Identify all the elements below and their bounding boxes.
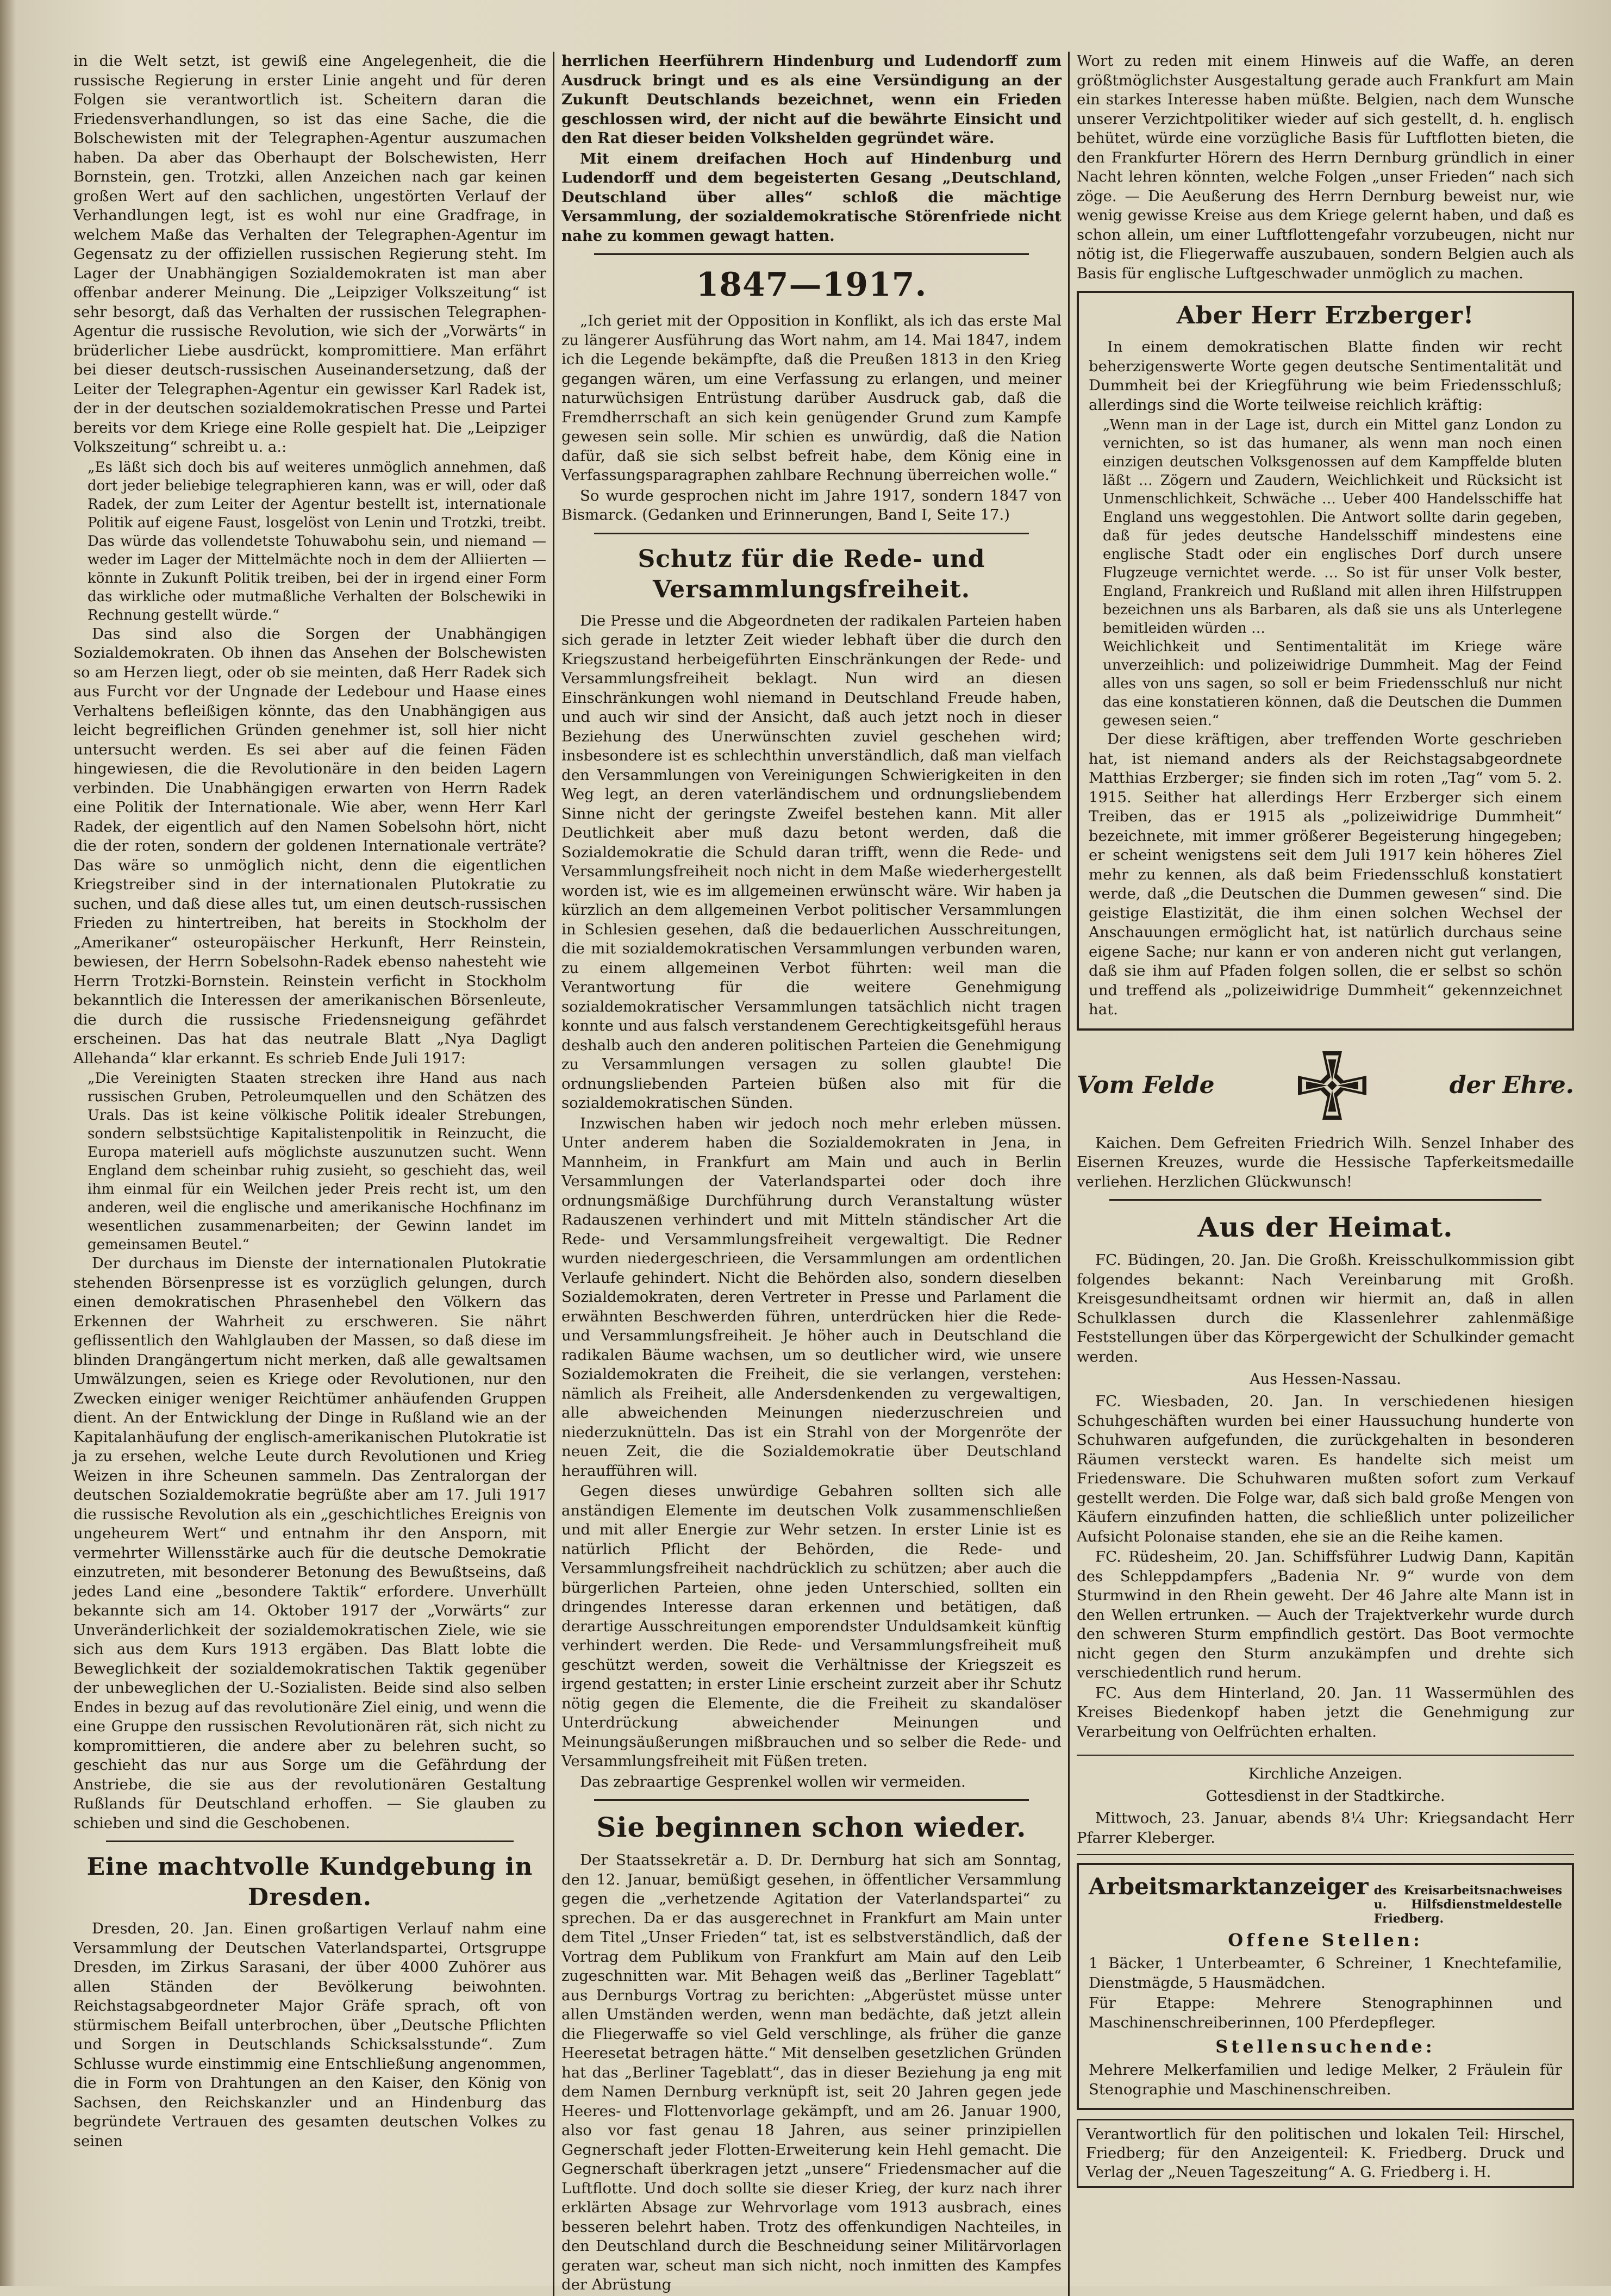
section-divider (594, 253, 1029, 255)
page-edge-shadow (0, 0, 16, 2286)
labor-market-header (1089, 1873, 1562, 1926)
quote-nya-dagligt-allehanda: „Die Vereinigten Staaten strecken ihre Hand aus nach russischen Gruben, Petroleumquellen und den Schätzen des Urals. Das ist keine völkische Politik idealer Strebungen, sondern selbstsüchtige Kapitalistenpolitik in Reinzucht, die Europa materiell aufs möglichste auszunutzen sucht. Wenn England dem scheinbar ruhig zusieht, so geschieht das, weil ihm einmal für ein Weilchen jeder Preis recht ist, um den anderen, weil die englische und amerikanische Hochfinanz im wesentlichen zusammenarbeiten; der Gewinn landet im gemeinsamen Beutel.“ (88, 1070, 546, 1253)
headline-erzberger: Aber Herr Erzberger! (1176, 302, 1475, 329)
article-paragraph: Mit einem dreifachen Hoch auf Hindenburg und Ludendorff und dem begeisterten Gesang „Deutschland, Deutschland über alles“ schloß die mächtige Versammlung, der sozialdemokratische Störenfriede nicht nahe zu kommen gewagt hatten. (561, 149, 1061, 245)
church-subtitle: Gottesdienst in der Stadtkirche. (1206, 1788, 1445, 1805)
article-paragraph: Der durchaus im Dienste der internationalen Plutokratie stehenden Börsenpresse ist es vorzüglich gelungen, durch einen demokratischen Phrasenhebel den Völkern das Erkennen der Wahrheit zu erschweren. Sie nährt geflissentlich den Wahlglauben der Massen, so daß diese im blinden Drangängertum nicht merken, daß alle gewaltsamen Umwälzungen, seien es Kriege oder Revolutionen, nur den Zwecken einiger weniger Reichtümer anhäufenden Gruppen dient. An der Entwicklung der Dinge in Rußland wie an der Kapitalanhäufung der englisch-amerikanischen Plutokratie ist ja zu ersehen, welche Leute durch Revolutionen und Krieg Weizen in ihre Scheunen sammeln. Das Zentralorgan der deutschen Sozialdemokratie begrüßte aber am 17. Juli 1917 die russische Revolution als ein „geschichtliches Ereignis von ungeheurem Wert“ und entnahm ihr den Ansporn, mit vermehrter Willensstärke auch für die deutsche Demokratie einzutreten, mit besonderer Betonung des Bewußtseins, daß jedes Land eine „besondere Taktik“ erfordere. Unverhüllt bekannte sich am 14. Oktober 1917 der „Vorwärts“ zur Unveränderlichkeit der sozialdemokratischen Ziele, wie sie sich aus dem Kurs 1913 ergäben. Das Blatt lobte die Beweglichkeit der sozialdemokratischen Taktik gegenüber der unbeweglichen der U.-Sozialisten. Beide sind also selben Endes in bezug auf das revolutionäre Ziel einig, und wenn die eine Gruppe den russischen Revolutionären rät, sich nicht zu kompromittieren, die andere aber zu belehren sucht, so geschieht das nur aus Sorge um die Gefährdung der Anstriebe, die sie aus der revolutionären Gestaltung Rußlands für Deutschland erhoffen. — Sie glauben zu schieben und sind die Geschobenen. (73, 1255, 546, 1832)
headline-aus-der-heimat: Aus der Heimat. (1197, 1211, 1453, 1243)
section-divider (594, 1799, 1029, 1801)
labor-market-subtitle: des Kreisarbeitsnachweises u. Hilfsdienstmeldestelle Friedberg. (1373, 1883, 1562, 1926)
quote-democratic-paper: „Wenn man in der Lage ist, durch ein Mittel ganz London zu vernichten, so ist das humaner, als wenn man noch einen einzigen deutschen Volksgenossen auf dem Kampffelde bluten läßt … Zögern und Zaudern, Weichlichkeit und Rücksicht ist Unmenschlichkeit, Schwäche … Ueber 400 Handelsschiffe hat England uns weggestohlen. Die Antwort sollte darin gegeben, daß für jedes deutsche Handelsschiff mindestens eine englische Stadt oder ein englisches Dorf durch unsere Flugzeuge vernichtet werde. … So ist für unser Volk bester, England, Frankreich und Rußland mit allen ihren Hilfstruppen bezeichnen uns als Barbaren, als daß sie uns als Unterlegene bemitleiden würden … (1103, 417, 1562, 637)
labor-market-box (1077, 1863, 1574, 2110)
column-layout (73, 52, 1574, 2293)
article-paragraph: So wurde gesprochen nicht im Jahre 1917, sondern 1847 von Bismarck. (Gedanken und Erinnerungen, Band I, Seite 17.) (561, 486, 1061, 523)
imprint: Verantwortlich für den politischen und lokalen Teil: Hirschel, Friedberg; für den Anzeigenteil: K. Friedberg. Druck und Verlag der „Neuen Tageszeitung“ A. G. Friedberg i. H. (1077, 2119, 1574, 2188)
ehre-heading-left: Vom Felde (1077, 1071, 1215, 1099)
article-dernburg: Der Staatssekretär a. D. Dr. Dernburg hat sich am Sonntag, den 12. Januar, bemüßigt gesehen, in öffentlicher Versammlung gegen die „verhetzende Agitation der Vaterlandspartei“ zu sprechen. Da er das ausgerechnet in Frankfurt am Main unter dem Titel „Unser Frieden“ tat, ist es selbstverständlich, daß der Vortrag dem Publikum von Frankfurt am Main auf den Leib zugeschnitten war. Mit Behagen weiß das „Berliner Tageblatt“ aus Dernburgs Vortrag zu berichten: „Abgerüstet müsse unter allen Umständen werden, wenn man bedächte, daß jetzt allein die Fliegerwaffe so viel Geld verschlinge, als früher die ganze Heeresetat betragen hätte.“ Mit denselben gesetzlichen Gründen hat das „Berliner Tageblatt“, das in dieser Beziehung ja eng mit dem Namen Dernburg verknüpft ist, seit 20 Jahren gegen jede Heeres- und Flottenvorlage gekämpft, und am 26. Januar 1900, also vor fast genau 18 Jahren, aus seiner prinzipiellen Gegnerschaft jeder Flotten-Erweiterung kein Hehl gemacht. Die Gegnerschaft überkragen jetzt „unsere“ Friedensmacher auf die Luftflotte. Und doch sollte sie dieser Krieg, der kurz nach ihrer erklärten Absage zur Wehrvorlage vom 1913 ausbrach, eines besseren belehrt haben. Trotz des offenkundigen Nachteiles, in den Deutschland durch die Beschneidung seiner Militärvorlagen geraten war, scheut man sich nicht, noch inmitten des Kampfes der Abrüstung (561, 1851, 1061, 2293)
church-text: Mittwoch, 23. Januar, abends 8¼ Uhr: Kriegsandacht Herr Pfarrer Kleberger. (1077, 1810, 1574, 1846)
article-dresden-continuation: herrlichen Heerführern Hindenburg und Ludendorff zum Ausdruck bringt und es als eine Versündigung an der Zukunft Deutschlands bezeichnet, wenn ein Frieden geschlossen wird, der nicht auf die bewährte Einsicht und den Rat dieser beiden Volkshelden gegründet wäre. (561, 52, 1061, 147)
article-wiesbaden: FC. Wiesbaden, 20. Jan. In verschiedenen hiesigen Schuhgeschäften wurden bei einer Haussuchung hunderte von Schuhwaren aufgefunden, die zurückgehalten in besonderen Räumen versteckt waren. Es handelte sich meist um Friedensware. Die Schuhwaren mußten sofort zum Verkauf gestellt werden. Die Folge war, daß sich bald große Mengen von Käufern einzufinden hatten, die schließlich unter polizeilicher Aufsicht Polonaise standen, ehe sie an die Reihe kamen. (1077, 1393, 1574, 1545)
article-paragraph: Das zebraartige Gesprenkel wollen wir vermeiden. (580, 1773, 966, 1790)
church-title: Kirchliche Anzeigen. (1248, 1765, 1403, 1782)
job-seekers-text: Mehrere Melkerfamilien und ledige Melker, 2 Fräulein für Stenographie und Maschinenschreiben. (1089, 2061, 1562, 2098)
headline-sie-beginnen: Sie beginnen schon wieder. (596, 1811, 1027, 1843)
ehre-heading-right: der Ehre. (1449, 1071, 1574, 1099)
article-dresden: Dresden, 20. Jan. Einen großartigen Verlauf nahm eine Versammlung der Deutschen Vaterlandspartei, Ortsgruppe Dresden, im Zirkus Sarasani, der über 4000 Zuhörer aus allen Ständen der Bevölkerung beiwohnten. Reichstagsabgeordneter Major Gräfe sprach, oft von stürmischem Beifall unterbrochen, über „Deutsche Pflichten und Sorgen in Deutschlands Schicksalsstunde“. Zum Schlusse wurde einstimmig eine Entschließung angenommen, die in Form von Drahtungen an den Kaiser, den König von Sachsen, den Reichskanzler und an Hindenburg das begründete Vertrauen des gesamten deutschen Volkes zu seinen (73, 1920, 546, 2150)
article-radek-continuation: in die Welt setzt, ist gewiß eine Angelegenheit, die die russische Regierung in erster Linie angeht und für deren Folgen sie verantwortlich ist. Scheitern daran die Friedensverhandlungen, so ist das eine Sache, die die Bolschewisten mit der Telegraphen-Agentur auszumachen haben. Da aber das Oberhaupt der Bolschewisten, Herr Bornstein, gen. Trotzki, allen Anzeichen nach gar keinen großen Wert auf den sachlichen, ungestörten Verlauf der Verhandlungen legt, ist es wohl nur eine Gradfrage, in welchem Maße das Verhalten der Telegraphen-Agentur im Gegensatz zu der offiziellen russischen Regierung steht. Im Lager der Unabhängigen Sozialdemokraten ist man aber offenbar anderer Meinung. Die „Leipziger Volkszeitung“ ist sehr besorgt, daß das Verhalten der russischen Telegraphen-Agentur die russische Revolution, wie sich der „Vorwärts“ in brüderlicher Liebe ausdrückt, kompromittiere. Man erfährt bei dieser deutsch-russischen Auseinandersetzung, daß der Leiter der Telegraphen-Agentur ein gewisser Karl Radek ist, der in der deutschen sozialdemokratischen Presse und Partei bereits vor dem Kriege eine Rolle gespielt hat. Die „Leipziger Volkszeitung“ schreibt u. a.: (73, 52, 546, 456)
subheading-hessen-nassau: Aus Hessen-Nassau. (1250, 1371, 1401, 1388)
article-hinterland: FC. Aus dem Hinterland, 20. Jan. 11 Wassermühlen des Kreises Biedenkopf haben jetzt die Genehmigung zur Verarbeitung von Oelfrüchten erhalten. (1077, 1684, 1574, 1740)
labor-market-title: Arbeitsmarktanzeiger (1089, 1873, 1369, 1900)
section-divider (106, 1840, 514, 1842)
article-paragraph: Der diese kräftigen, aber treffenden Worte geschrieben hat, ist niemand anders als der Reichstagsabgeordnete Matthias Erzberger; sie finden sich im roten „Tag“ vom 5. 2. 1915. Seither hat allerdings Herr Erzberger sich einem Treiben, das er 1915 als „polizeiwidrige Dummheit“ bezeichnete, mit immer größerer Begeisterung hingegeben; er scheint wenigstens seit dem Juli 1917 kein höheres Ziel mehr zu kennen, als daß beim Friedensschluß konstatiert werde, daß „die Deutschen die Dummen gewesen“ sind. Die geistige Elastizität, die ihm einen solchen Wechsel der Anschauungen ermöglicht hat, ist natürlich durchaus seine eigene Sache; nur kann er von anderen nicht gut verlangen, daß sie ihm auf Pfaden folgen sollen, die er selbst so schön und treffend als „polizeiwidrige Dummheit“ gekennzeichnet hat. (1089, 731, 1562, 1018)
open-positions-heading: Offene Stellen: (1228, 1930, 1423, 1950)
column-1 (73, 52, 546, 2296)
column-rule (553, 52, 555, 2296)
article-dernburg-continuation: Wort zu reden mit einem Hinweis auf die Waffe, an deren größtmöglichster Ausgestaltung gerade auch Frankfurt am Main ein starkes Interesse haben müßte. Belgien, nach dem Wunsche unserer Verzichtpolitiker wieder auf sich gestellt, d. h. englisch behütet, würde eine vorzügliche Basis für Luftflotten bieten, die den Frankfurter Hörern des Herrn Dernburg gründlich in einer Nacht lehren könnten, welche Folgen „unser Frieden“ nach sich zöge. — Die Aeußerung des Herrn Dernburg beweist nur, wie wenig gewisse Kreise aus dem Kriege gelernt haben, und daß es schon allein, um einer Luftflottengefahr vorzubeugen, nicht nur nötig ist, die Fliegerwaffe auszubauen, sondern Belgien auch als Basis für englische Luftgeschwader unmöglich zu machen. (1077, 52, 1574, 282)
church-notices (1077, 1755, 1574, 1855)
headline-1847-1917: 1847—1917. (696, 266, 927, 304)
headline-dresden: Eine machtvolle Kundgebung in Dresden. (86, 1853, 533, 1911)
column-2 (561, 52, 1061, 2296)
headline-schutz-redefreiheit: Schutz für die Rede- und Versammlungsfreiheit. (638, 545, 985, 603)
article-ruedesheim: FC. Rüdesheim, 20. Jan. Schiffsführer Ludwig Dann, Kapitän des Schleppdampfers „Badenia Nr. 9“ wurde von dem Sturmwind in den Rhein geweht. Der 46 Jahre alte Mann ist in den Wellen ertrunken. — Auch der Trajektverkehr wurde durch den schweren Sturm empfindlich gestört. Das Boot vermochte nicht gegen den Sturm anzukämpfen und drehte sich verschiedentlich rund herum. (1077, 1548, 1574, 1681)
article-paragraph: Das sind also die Sorgen der Unabhängigen Sozialdemokraten. Ob ihnen das Ansehen der Bolschewisten so am Herzen liegt, oder ob sie meinten, daß Herr Radek sich aus Furcht vor der Ungnade der Ledebour und Haase eines Verhaltens befleißigen könnte, das den Unabhängigen aus leicht begreiflichen Gründen genehmer ist, soll hier nicht untersucht werden. Es sei aber auf die feinen Fäden hingewiesen, die die Revolutionäre in den beiden Lagern verbinden. Die Unabhängigen erwarten von Herrn Radek eine Politik der Internationale. Wie aber, wenn Herr Karl Radek, der eigentlich auf den Namen Sobelsohn hört, nicht die der roten, sondern der goldenen Internationale verträte? Das wäre so unmöglich nicht, denn die eigentlichen Kriegstreiber sind in der internationalen Plutokratie zu suchen, und daß diese alles tut, um einen deutsch-russischen Frieden zu hintertreiben, hat bereits in Stockholm der „Amerikaner“ osteuropäischer Herkunft, Herr Reinstein, bewiesen, der Herrn Sobelsohn-Radek ebenso nahesteht wie Herrn Trotzki-Bornstein. Reinstein verficht in Stockholm bekanntlich die Interessen der amerikanischen Börsenleute, die durch die russische Friedensneigung gefährdet erscheinen. Das hat das neutrale Blatt „Nya Dagligt Allehanda“ klar erkannt. Es schrieb Ende Juli 1917: (73, 625, 546, 1067)
iron-cross-icon (1291, 1045, 1373, 1126)
section-vom-felde-der-ehre (1077, 1045, 1574, 1126)
article-paragraph: Inzwischen haben wir jedoch noch mehr erleben müssen. Unter anderem haben die Sozialdemokraten in Jena, in Mannheim, in Frankfurt am Main und auch in Berlin Versammlungen der Vaterlandspartei oder doch ihre ordnungsmäßige Durchführung durch Veranstaltung wüster Radauszenen verhindert und mit Mitteln ständischer Art die Rede- und Versammlungsfreiheit vergewaltigt. Die Redner wurden niedergeschrieen, die Versammlungen am ordentlichen Verlaufe gehindert. Nicht die Behörden also, sondern dieselben Sozialdemokraten, deren Vertreter in Presse und Parlament die erwähnten Beschwerden führen, unterdrücken hier die Rede- und Versammlungsfreiheit. Je höher auch in Deutschland die radikalen Bäume wachsen, um so deutlicher wird, wie unsere Sozialdemokraten die Freiheit, die sie verlangen, verstehen: nämlich als Freiheit, alle Andersdenkenden zu vergewaltigen, alle abweichenden Meinungen niederzuschreien und niederzuknütteln. Das ist ein Strahl von der Morgenröte der neuen Zeit, die die Sozialdemokratie über Deutschland heraufführen will. (561, 1114, 1061, 1480)
quote-democratic-paper-2: Weichlichkeit und Sentimentalität im Kriege wäre unverzeihlich: und polizeiwidrige Dummheit. Mag der Feind alles von uns sagen, so soll er beim Friedensschluß nur nicht das eine konstatieren können, daß die Deutschen die Dummen gewesen seien.“ (1103, 639, 1562, 729)
article-kaichen: Kaichen. Dem Gefreiten Friedrich Wilh. Senzel Inhaber des Eisernen Kreuzes, wurde die Hessische Tapferkeitsmedaille verliehen. Herzlichen Glückwunsch! (1077, 1134, 1574, 1190)
article-paragraph: In einem demokratischen Blatte finden wir recht beherzigenswerte Worte gegen deutsche Sentimentalität und Dummheit bei der Kriegführung wie beim Friedensschluß; allerdings sind die Worte teilweise reichlich kräftig: (1089, 338, 1562, 414)
article-paragraph: Gegen dieses unwürdige Gebahren sollten sich alle anständigen Elemente im deutschen Volk zusammenschließen und mit aller Energie zur Wehr setzen. In erster Linie ist es natürlich Pflicht der Behörden, die Rede- und Versammlungsfreiheit nachdrücklich zu schützen; aber auch die bürgerlichen Parteien, ohne jeden Unterschied, sollten ein dringendes Interesse daran erkennen und betätigen, daß derartige Ausschreitungen emporendster Unduldsamkeit künftig verhindert werden. Die Rede- und Versammlungsfreiheit muß geschützt werden, soweit die Verhältnisse der Kriegszeit es irgend gestatten; in erster Linie erscheint zurzeit aber ihr Schutz nötig gegen die Elemente, die die Freiheit zu skandalöser Unterdrückung abweichender Meinungen und Meinungsäußerungen mißbrauchen und so selber die Rede- und Versammlungsfreiheit mit Füßen treten. (561, 1482, 1061, 1770)
open-positions-text: 1 Bäcker, 1 Unterbeamter, 6 Schreiner, 1 Knechtefamilie, Dienstmägde, 5 Hausmädchen. (1089, 1955, 1562, 1992)
column-rule (1068, 52, 1070, 2296)
job-seekers-heading: Stellensuchende: (1215, 2036, 1435, 2057)
box-erzberger (1077, 291, 1574, 1031)
quote-bismarck: „Ich geriet mit der Opposition in Konflikt, als ich das erste Mal zu längerer Ausführung das Wort nahm, am 14. Mai 1847, indem ich die Legende bekämpfte, daß die Preußen 1813 in den Krieg gegangen wären, um eine Verfassung zu erlangen, und meiner naturwüchsigen Entrüstung darüber Ausdruck gab, daß die Fremdherrschaft an sich kein genügender Grund zum Kampfe gewesen sein solle. Mir schien es unwürdig, daß die Nation dafür, daß sie sich selbst befreit habe, dem König eine in Verfassungsparagraphen zahlbare Rechnung überreichen wolle.“ (561, 312, 1061, 484)
column-3 (1077, 52, 1574, 2296)
article-buedingen: FC. Büdingen, 20. Jan. Die Großh. Kreisschulkommission gibt folgendes bekannt: Nach Vereinbarung mit Großh. Kreisgesundheitsamt ordnen wir hiermit an, daß in allen Schulklassen durch die Klassenlehrer zahlenmäßige Feststellungen über das Körpergewicht der Schulkinder gemacht werden. (1077, 1251, 1574, 1365)
section-divider (1109, 1199, 1541, 1201)
quote-leipziger-volkszeitung: „Es läßt sich doch bis auf weiteres unmöglich annehmen, daß dort jeder beliebige telegraphieren kann, was er will, oder daß Radek, der zum Leiter der Agentur bestellt ist, internationale Politik auf eigene Faust, losgelöst von Lenin und Trotzki, treibt. Das würde das vollendetste Tohuwabohu sein, und niemand — weder im Lager der Mittelmächte noch in dem der Alliierten — könnte in Zukunft Politik treiben, bei der in irgend einer Form das wirkliche oder mutmaßliche Verhalten der Bolschewiki in Rechnung gestellt würde.“ (88, 459, 546, 623)
etappe-positions-text: Für Etappe: Mehrere Stenographinnen und Maschinenschreiberinnen, 100 Pferdepfleger. (1089, 1994, 1562, 2031)
article-paragraph: Die Presse und die Abgeordneten der radikalen Parteien haben sich gerade in letzter Zeit wieder lebhaft über die durch den Kriegszustand herbeigeführten Einschränkungen der Rede- und Versammlungsfreiheit beklagt. Nun wird an diesen Einschränkungen wohl niemand in Deutschland Freude haben, und auch wir sind der Ansicht, daß auch jetzt noch in dieser Beziehung des Unerwünschten zuviel geschehen wird; insbesondere ist es schlechthin unverständlich, daß man vielfach den Versammlungen von Vereinigungen Schwierigkeiten in den Weg legt, an deren vaterländischem und ordnungsliebendem Sinne nicht der geringste Zweifel bestehen kann. Mit aller Deutlichkeit aber muß dazu betont werden, daß die Sozialdemokratie die Schuld daran trifft, wenn die Rede- und Versammlungsfreiheit noch nicht in dem Maße wiederhergestellt worden ist, wie es im allgemeinen erwünscht wäre. Wir haben ja kürzlich an dem allgemeinen Verbot politischer Versammlungen in Schlesien gesehen, daß die bedauerlichen Ausschreitungen, die mit sozialdemokratischen Versammlungen verbunden waren, zu einem allgemeinen Verbot führten: weil man die Verantwortung für die weitere Genehmigung sozialdemokratischer Versammlungen tatsächlich nicht tragen konnte und aus falsch verstandenem Gerechtigkeitsgefühl heraus deshalb auch den anderen politischen Parteien die Genehmigung zu Versammlungen versagen zu sollen glaubte! Die ordnungsliebenden Parteien büßen also mit für die sozialdemokratischen Sünden. (561, 612, 1061, 1112)
section-divider (594, 533, 1029, 534)
